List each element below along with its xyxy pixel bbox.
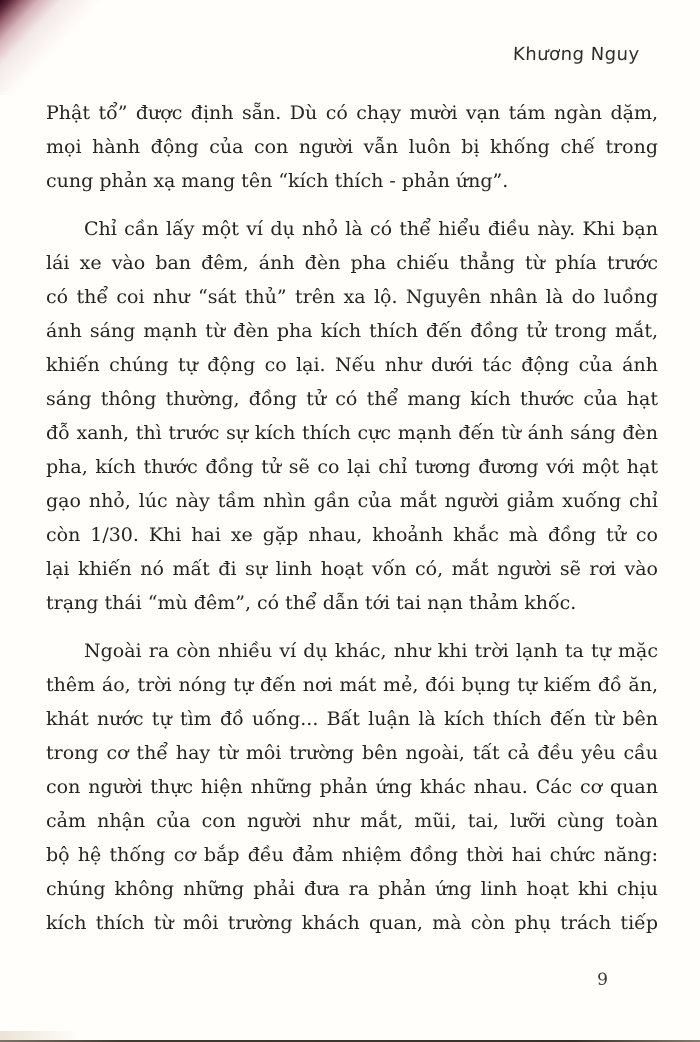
- text-line: còn 1/30. Khi hai xe gặp nhau, khoảnh khắc mà đồng tử co: [46, 524, 658, 546]
- running-header-author: Khương Nguy: [512, 44, 641, 65]
- text-line: Phật tổ” được định sẵn. Dù có chạy mười vạn tám ngàn dặm,: [46, 102, 658, 124]
- text-line: khát nước tự tìm đồ uống... Bất luận là kích thích đến từ bên: [46, 708, 658, 730]
- page-number: 9: [597, 970, 608, 990]
- text-line: trong cơ thể hay từ môi trường bên ngoài, tất cả đều yêu cầu: [46, 742, 658, 764]
- text-line: Chỉ cần lấy một ví dụ nhỏ là có thể hiểu điều này. Khi bạn: [84, 218, 658, 240]
- text-line: gạo nhỏ, lúc này tầm nhìn gần của mắt người giảm xuống chỉ: [46, 490, 658, 512]
- text-line: có thể coi như “sát thủ” trên xa lộ. Nguyên nhân là do luồng: [46, 286, 658, 308]
- text-line: cung phản xạ mang tên “kích thích - phản ứng”.: [46, 170, 509, 192]
- scan-corner-artifact: [0, 0, 140, 95]
- text-line: lại khiến nó mất đi sự linh hoạt vốn có, mắt người sẽ rơi vào: [46, 558, 658, 580]
- paragraph: [46, 212, 658, 620]
- text-line: pha, kích thước đồng tử sẽ co lại chỉ tương đương với một hạt: [46, 456, 658, 478]
- scan-bottom-smudge-artifact: [0, 1031, 80, 1040]
- text-line: kích thích từ môi trường khách quan, mà còn phụ trách tiếp: [46, 912, 658, 934]
- paragraph: [46, 96, 658, 198]
- text-line: chúng không những phải đưa ra phản ứng linh hoạt khi chịu: [46, 878, 658, 900]
- text-line: mọi hành động của con người vẫn luôn bị khống chế trong: [46, 136, 658, 158]
- text-line: sáng thông thường, đồng tử có thể mang kích thước của hạt: [46, 388, 658, 410]
- paragraph: [46, 634, 658, 940]
- text-line: đỗ xanh, thì trước sự kích thích cực mạnh đến từ ánh sáng đèn: [46, 422, 658, 444]
- text-line: con người thực hiện những phản ứng khác nhau. Các cơ quan: [46, 776, 658, 798]
- text-line: khiến chúng tự động co lại. Nếu như dưới tác động của ánh: [46, 354, 658, 376]
- text-line: trạng thái “mù đêm”, có thể dẫn tới tai nạn thảm khốc.: [46, 592, 577, 614]
- text-line: lái xe vào ban đêm, ánh đèn pha chiếu thẳng từ phía trước: [46, 252, 658, 274]
- text-line: cảm nhận của con người như mắt, mũi, tai, lưỡi cùng toàn: [46, 810, 658, 832]
- page-body-text: [46, 96, 658, 954]
- text-line: Ngoài ra còn nhiều ví dụ khác, như khi trời lạnh ta tự mặc: [84, 640, 658, 662]
- text-line: ánh sáng mạnh từ đèn pha kích thích đến đồng tử trong mắt,: [46, 320, 658, 342]
- text-line: bộ hệ thống cơ bắp đều đảm nhiệm đồng thời hai chức năng:: [46, 844, 658, 866]
- text-line: thêm áo, trời nóng tự đến nơi mát mẻ, đói bụng tự kiếm đồ ăn,: [46, 674, 658, 696]
